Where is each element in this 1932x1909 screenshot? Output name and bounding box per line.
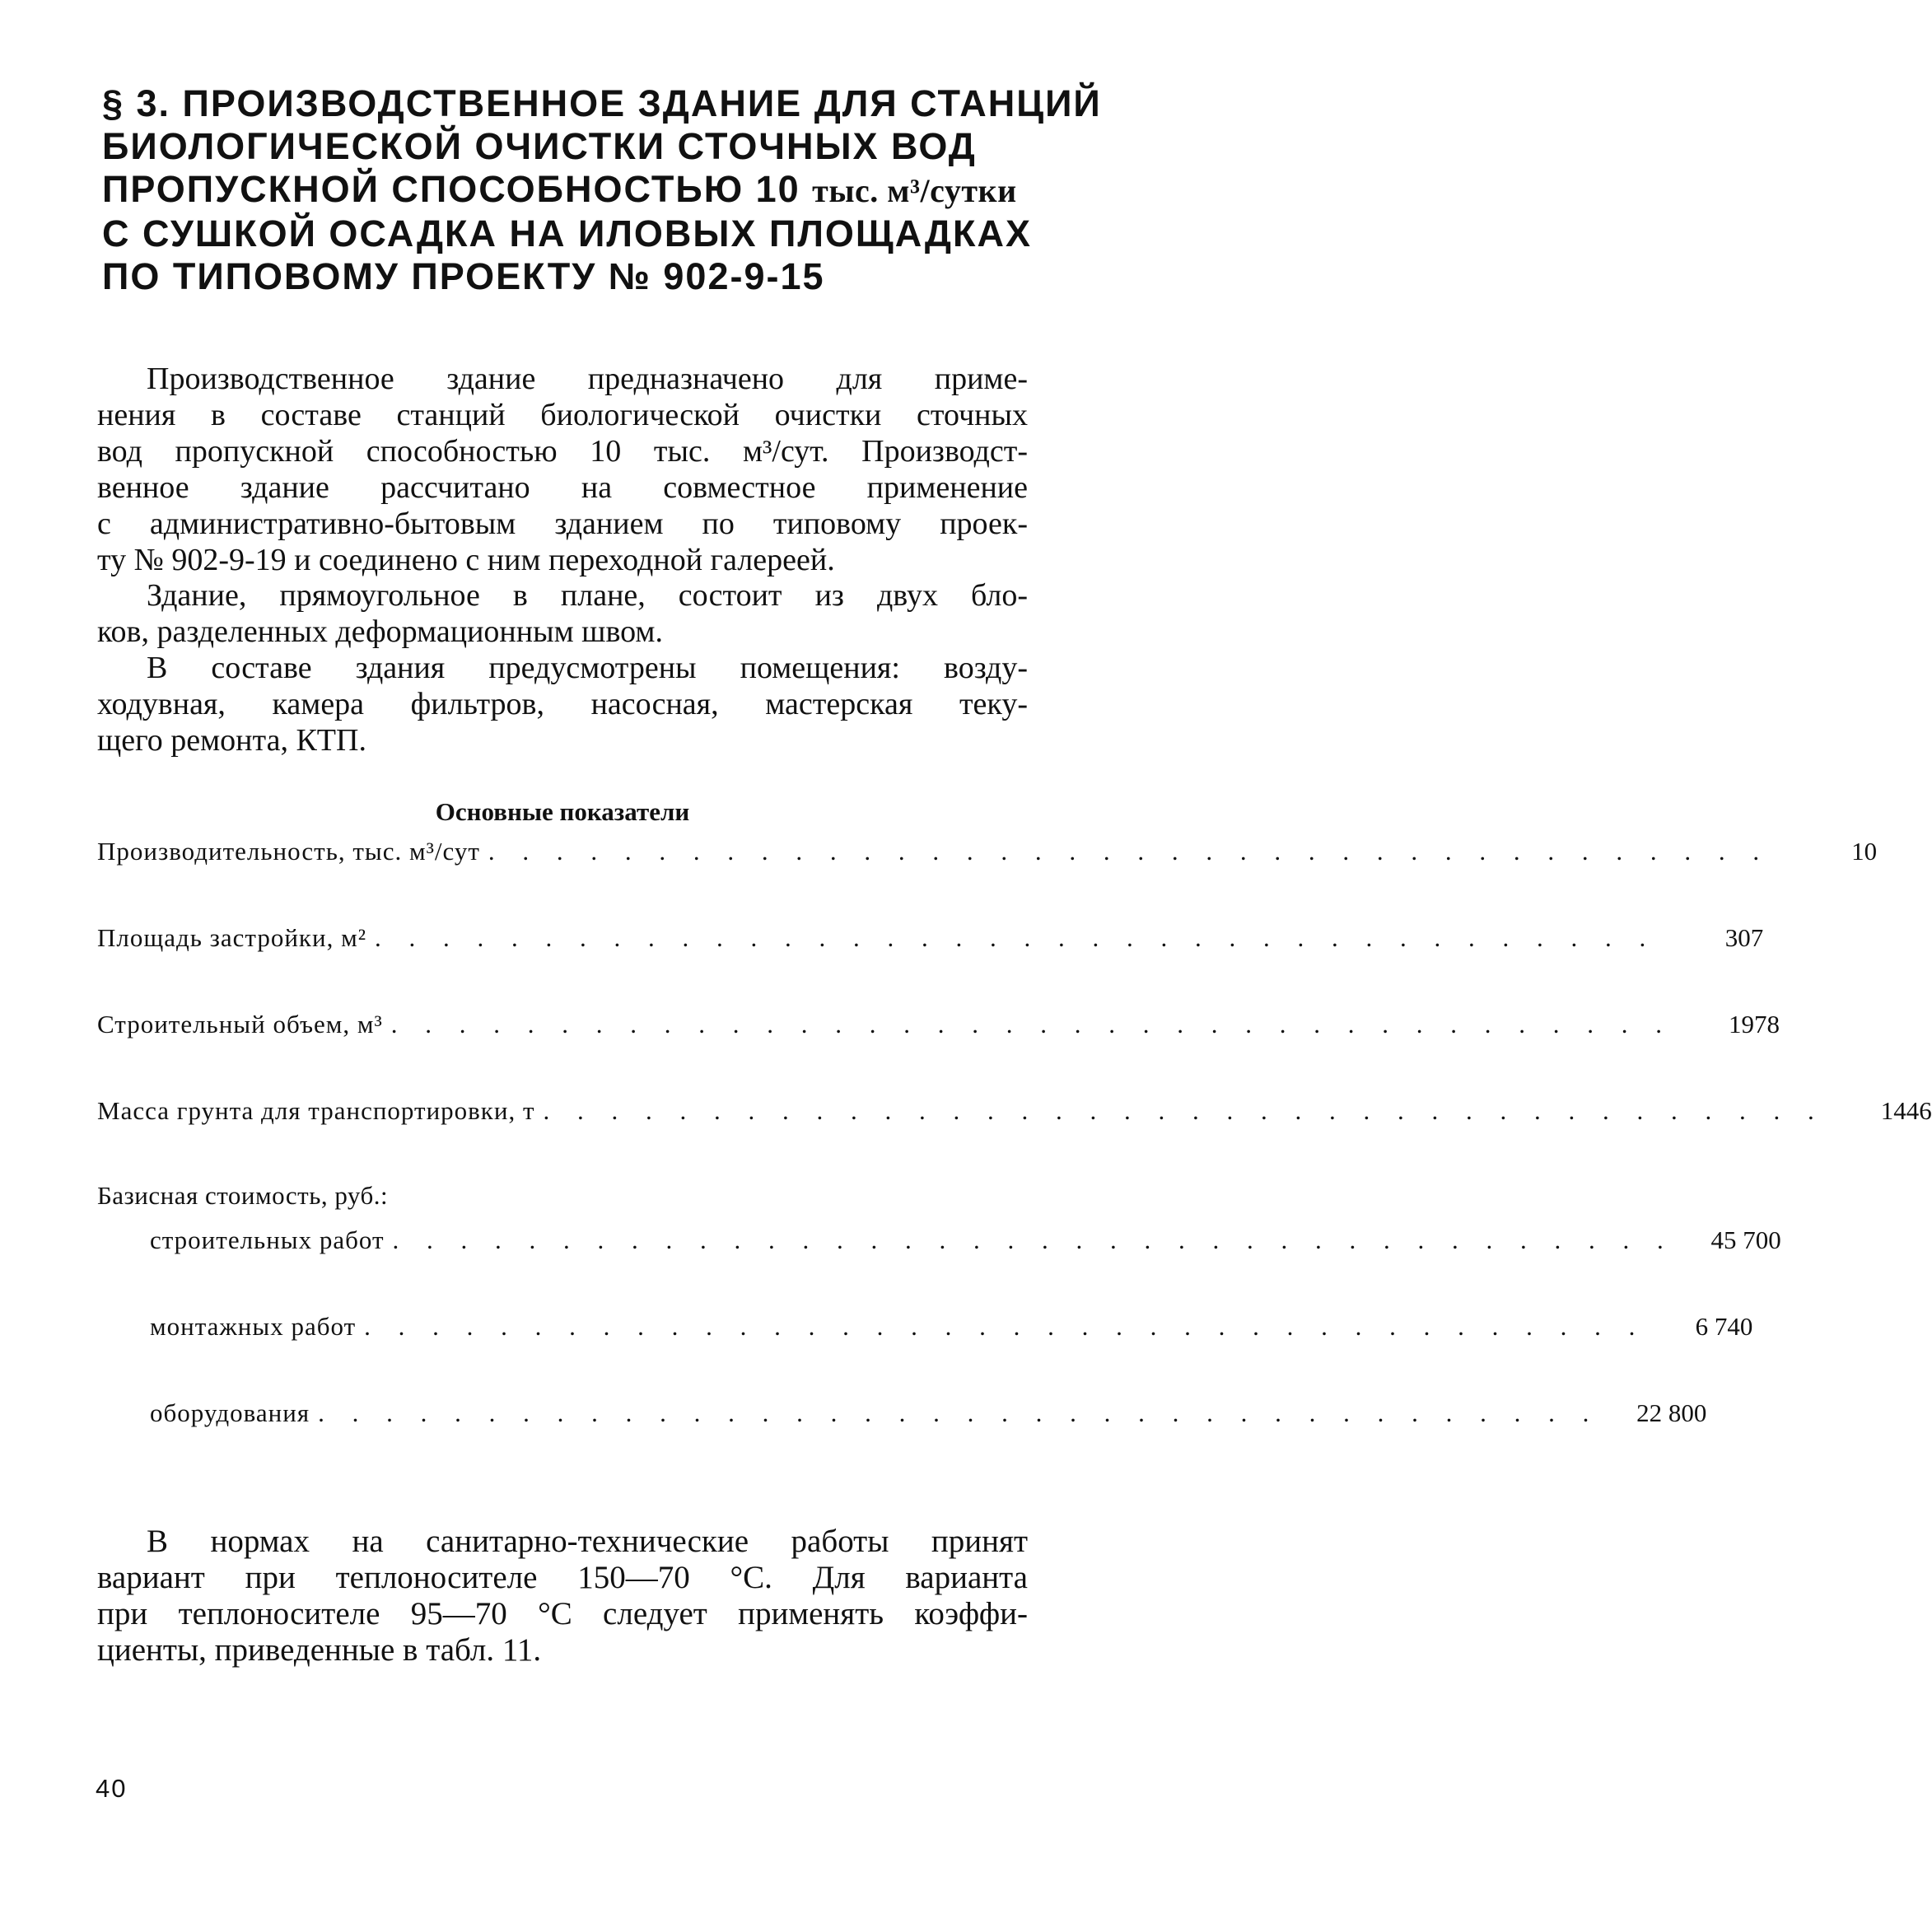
heading-line-1: § 3. ПРОИЗВОДСТВЕННОЕ ЗДАНИЕ ДЛЯ СТАНЦИЙ bbox=[102, 82, 1102, 124]
heading-line-4: С СУШКОЙ ОСАДКА НА ИЛОВЫХ ПЛОЩАДКАХ bbox=[102, 212, 1032, 254]
paragraph-line: ков, разделенных деформационным швом. bbox=[97, 614, 663, 649]
heading-line-3 bbox=[102, 168, 1066, 212]
stat-label: Площадь застройки, м² bbox=[97, 923, 366, 952]
stats-title: Основные показатели bbox=[435, 797, 690, 826]
leader-dots: . . . . . . . . . . . . . . . . . . . . . . . . . . . . . . . . . . . . . . bbox=[488, 837, 1771, 866]
stat-row-equipment-cost bbox=[150, 1395, 1707, 1431]
paragraph-purpose bbox=[97, 361, 1028, 578]
stat-label: строительных работ bbox=[150, 1225, 385, 1254]
leader-dots: . . . . . . . . . . . . . . . . . . . . . . . . . . . . . . . . . . . . . . bbox=[543, 1096, 1825, 1125]
stat-row-soil-mass bbox=[97, 1093, 1932, 1129]
paragraph-line: венное здание рассчитано на совместное применение bbox=[97, 470, 1028, 505]
stat-cost-label: Базисная стоимость, руб.: bbox=[97, 1181, 389, 1210]
paragraph-line: В составе здания предусмотрены помещения: возду- bbox=[147, 651, 1028, 685]
stat-row-volume bbox=[97, 1006, 1780, 1043]
stat-value: 22 800 bbox=[1636, 1398, 1707, 1427]
stat-value: 10 bbox=[1851, 837, 1878, 866]
paragraph-line: Производственное здание предназначено для приме- bbox=[147, 362, 1028, 396]
leader-dots: . . . . . . . . . . . . . . . . . . . . . . . . . . . . . . . . . . . . . . bbox=[364, 1312, 1646, 1341]
page-number: 40 bbox=[96, 1774, 128, 1803]
paragraph-line: ходувная, камера фильтров, насосная, мастерская теку- bbox=[97, 687, 1028, 721]
paragraph-line: ту № 902-9-19 и соединено с ним переходной галереей. bbox=[97, 543, 835, 577]
leader-dots: . . . . . . . . . . . . . . . . . . . . . . . . . . . . . . . . . . . . . . bbox=[390, 1010, 1673, 1039]
stat-value: 307 bbox=[1724, 923, 1764, 952]
paragraph-line: при теплоносителе 95—70 °С следует применять коэффи- bbox=[97, 1596, 1028, 1631]
stat-label: монтажных работ bbox=[150, 1312, 357, 1341]
stat-value: 6 740 bbox=[1695, 1312, 1753, 1341]
heading-line-5: ПО ТИПОВОМУ ПРОЕКТУ № 902-9-15 bbox=[102, 255, 825, 297]
stat-value: 1446 bbox=[1880, 1096, 1932, 1125]
leader-dots: . . . . . . . . . . . . . . . . . . . . . . . . . . . . . . . . . . . . . . bbox=[375, 923, 1657, 952]
paragraph-line: щего ремонта, КТП. bbox=[97, 723, 366, 758]
paragraph-line: с административно-бытовым зданием по типовому проек- bbox=[97, 506, 1028, 541]
paragraph-rooms bbox=[97, 650, 1028, 758]
stat-label: Производительность, тыс. м³/сут bbox=[97, 837, 480, 866]
heading-line-3-unit: тыс. м³/сутки bbox=[812, 172, 1017, 209]
stat-row-capacity bbox=[97, 833, 1878, 870]
stat-label: Масса грунта для транспортировки, т bbox=[97, 1096, 535, 1125]
leader-dots: . . . . . . . . . . . . . . . . . . . . . . . . . . . . . . . . . . . . . . bbox=[392, 1225, 1674, 1254]
stat-row-installation-cost bbox=[150, 1309, 1753, 1345]
paragraph-line: циенты, приведенные в табл. 11. bbox=[97, 1632, 542, 1668]
stat-value: 45 700 bbox=[1710, 1225, 1781, 1254]
paragraph-line: нения в составе станций биологической очистки сточных bbox=[97, 398, 1028, 432]
paragraph-structure bbox=[97, 577, 1028, 650]
paragraph-line: вод пропускной способностью 10 тыс. м³/сут. Производст- bbox=[97, 434, 1028, 469]
stat-label: оборудования bbox=[150, 1398, 310, 1427]
heading-line-2: БИОЛОГИЧЕСКОЙ ОЧИСТКИ СТОЧНЫХ ВОД bbox=[102, 125, 977, 167]
stat-label: Строительный объем, м³ bbox=[97, 1010, 383, 1039]
leader-dots: . . . . . . . . . . . . . . . . . . . . . . . . . . . . . . . . . . . . . . bbox=[318, 1398, 1600, 1427]
stat-row-area bbox=[97, 920, 1764, 956]
paragraph-line: вариант при теплоносителе 150—70 °С. Для варианта bbox=[97, 1560, 1028, 1595]
paragraph-heating-note bbox=[97, 1524, 1028, 1669]
paragraph-line: Здание, прямоугольное в плане, состоит из двух бло- bbox=[147, 578, 1028, 613]
heading-line-3-main: ПРОПУСКНОЙ СПОСОБНОСТЬЮ 10 bbox=[102, 168, 800, 210]
stat-row-construction-cost bbox=[150, 1222, 1781, 1258]
stat-value: 1978 bbox=[1729, 1010, 1780, 1039]
paragraph-line: В нормах на санитарно-технические работы принят bbox=[147, 1524, 1028, 1559]
section-heading bbox=[102, 82, 1102, 298]
